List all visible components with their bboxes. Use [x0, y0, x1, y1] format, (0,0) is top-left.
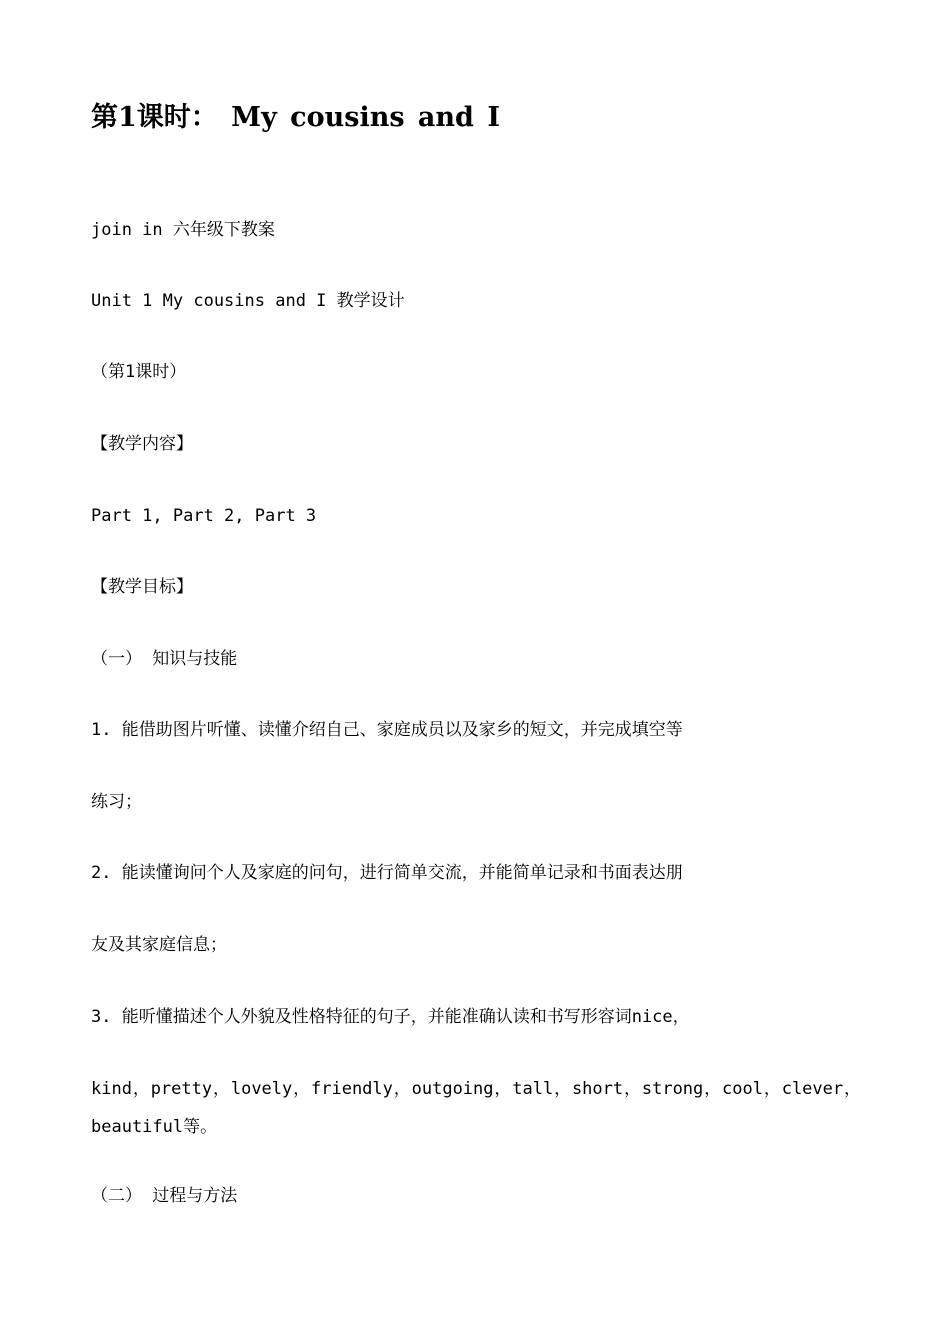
section-heading-objectives: 【教学目标】: [91, 577, 193, 597]
objective-item-2-line-1: 2. 能读懂询问个人及家庭的问句，进行简单交流，并能简单记录和书面表达朋: [91, 863, 683, 883]
subsection-heading-knowledge: （一） 知识与技能: [91, 649, 238, 669]
parts-line: Part 1, Part 2, Part 3: [91, 506, 317, 526]
objective-item-1-line-2: 练习；: [91, 792, 142, 812]
section-heading-content: 【教学内容】: [91, 434, 193, 454]
lesson-number-line: （第1课时）: [91, 362, 187, 382]
objective-item-3-line-1: 3. 能听懂描述个人外貌及性格特征的句子，并能准确认读和书写形容词nice，: [91, 1007, 690, 1027]
page-title: 第1课时： My cousins and I: [91, 102, 500, 133]
objective-item-1-line-1: 1. 能借助图片听懂、读懂介绍自己、家庭成员以及家乡的短文，并完成填空等: [91, 720, 683, 740]
objective-item-2-line-2: 友及其家庭信息；: [91, 935, 227, 955]
objective-item-3-adjectives: kind，pretty，lovely，friendly，outgoing，tall，short，strong，cool，clever，beautiful等。: [91, 1079, 861, 1137]
subtitle-line: join in 六年级下教案: [91, 220, 275, 240]
unit-title-line: Unit 1 My cousins and I 教学设计: [91, 291, 405, 311]
subsection-heading-process: （二） 过程与方法: [91, 1186, 238, 1206]
